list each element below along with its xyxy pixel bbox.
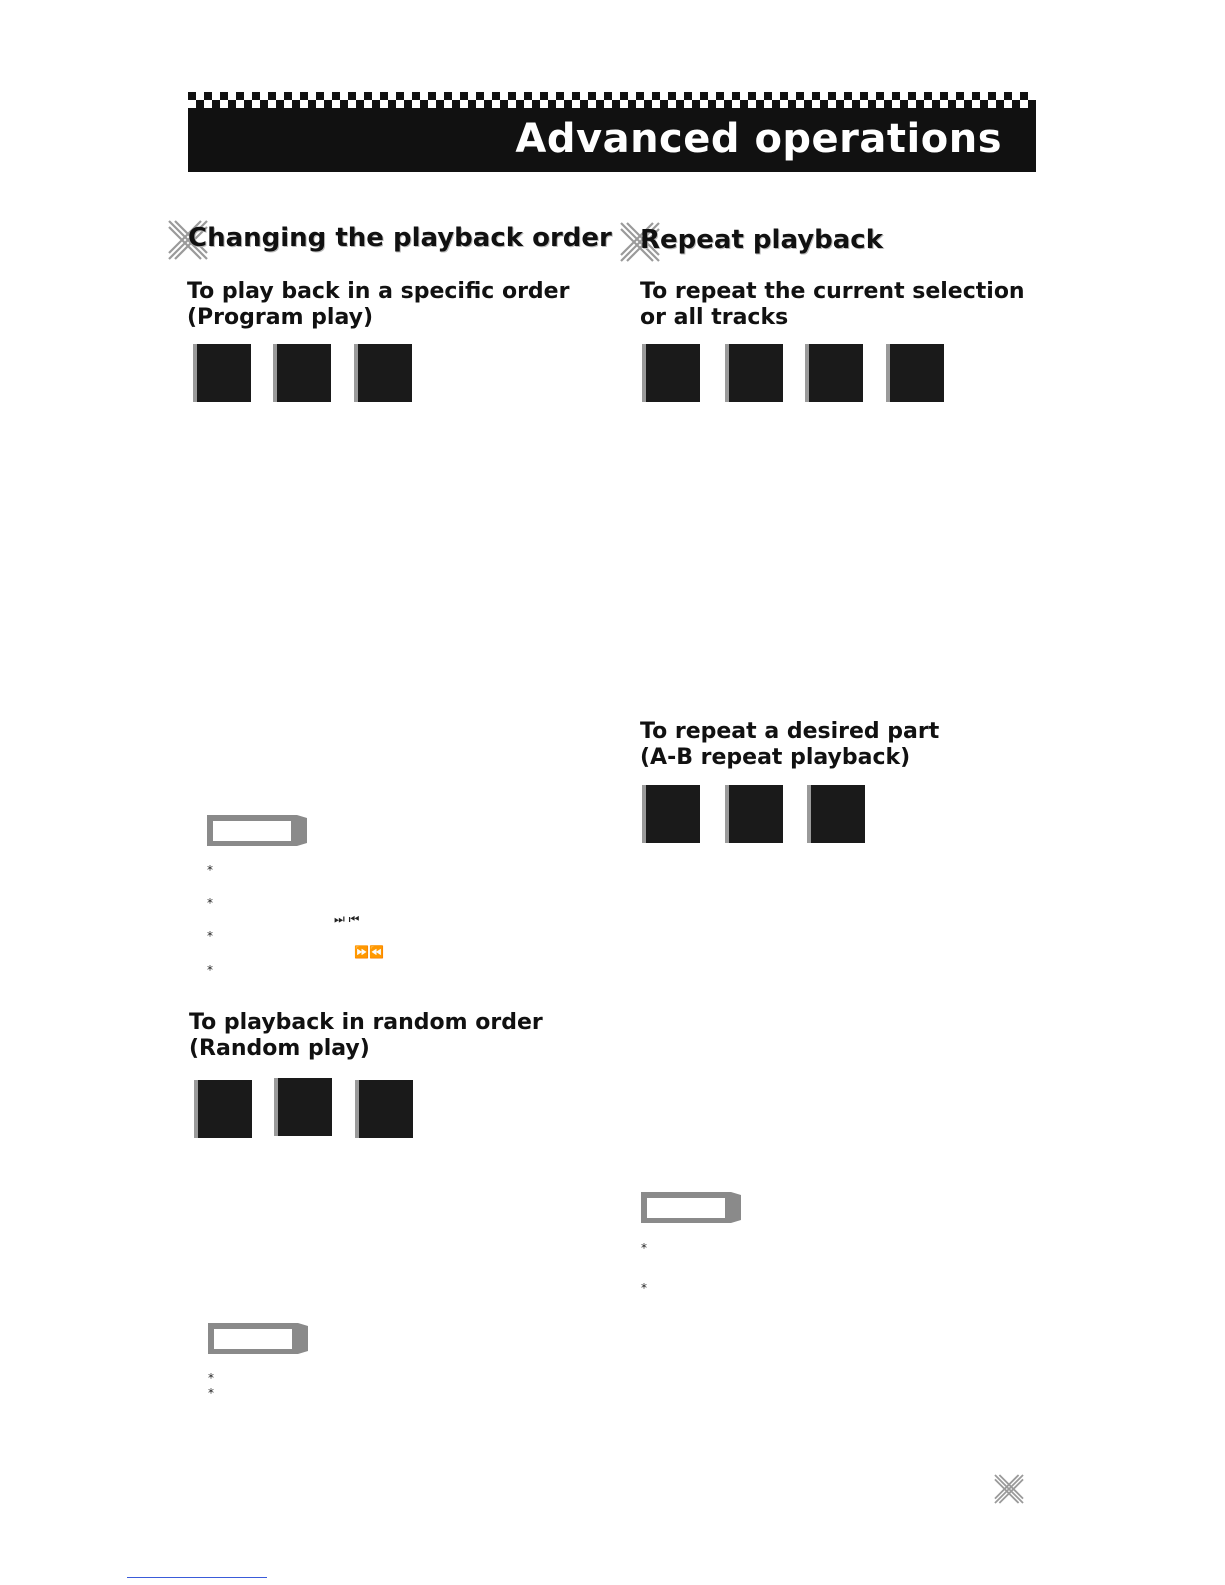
random-key-3 <box>355 1080 413 1138</box>
heading-changing-playback-order: Changing the playback order <box>188 223 612 253</box>
footer-rule <box>127 1577 267 1578</box>
subheading-repeat-all-line1: To repeat the current selection <box>640 279 1025 304</box>
skip-buttons-icon: ⏭ ⏮ <box>334 912 360 926</box>
subheading-ab-repeat-line1: To repeat a desired part <box>640 719 940 744</box>
program-key-3 <box>354 344 412 402</box>
ab-key-1 <box>642 785 700 843</box>
program-key-2 <box>273 344 331 402</box>
search-buttons-icon: ⏩⏪ <box>354 945 384 959</box>
random-key-1 <box>194 1080 252 1138</box>
subheading-program-play-line1: To play back in a specific order <box>187 279 570 304</box>
program-note-badge-icon <box>207 815 309 849</box>
title-banner <box>188 108 1036 172</box>
subheading-random-play-line1: To playback in random order <box>189 1010 543 1035</box>
ab-note-1: * <box>641 1241 647 1255</box>
repeat-key-1 <box>642 344 700 402</box>
ab-key-2 <box>725 785 783 843</box>
ab-note-badge-icon <box>641 1192 743 1226</box>
random-note-1: * <box>208 1371 214 1385</box>
subheading-random-play-line2: (Random play) <box>189 1036 370 1061</box>
program-key-1 <box>193 344 251 402</box>
program-note-3: * <box>207 929 213 943</box>
program-note-4: * <box>207 963 213 977</box>
random-note-badge-icon <box>208 1323 310 1357</box>
ab-note-2: * <box>641 1281 647 1295</box>
program-note-1: * <box>207 863 213 877</box>
program-note-2: * <box>207 896 213 910</box>
page-title: Advanced operations <box>515 116 1002 162</box>
random-note-2: * <box>208 1386 214 1400</box>
subheading-program-play-line2: (Program play) <box>187 305 374 330</box>
page-marker-x-icon <box>992 1472 1026 1506</box>
repeat-key-2 <box>725 344 783 402</box>
subheading-ab-repeat-line2: (A-B repeat playback) <box>640 745 911 770</box>
ab-key-3 <box>807 785 865 843</box>
repeat-key-4 <box>886 344 944 402</box>
repeat-key-3 <box>805 344 863 402</box>
random-key-2 <box>274 1078 332 1136</box>
checker-border <box>188 92 1036 108</box>
heading-repeat-playback: Repeat playback <box>640 225 884 255</box>
subheading-repeat-all-line2: or all tracks <box>640 305 789 330</box>
